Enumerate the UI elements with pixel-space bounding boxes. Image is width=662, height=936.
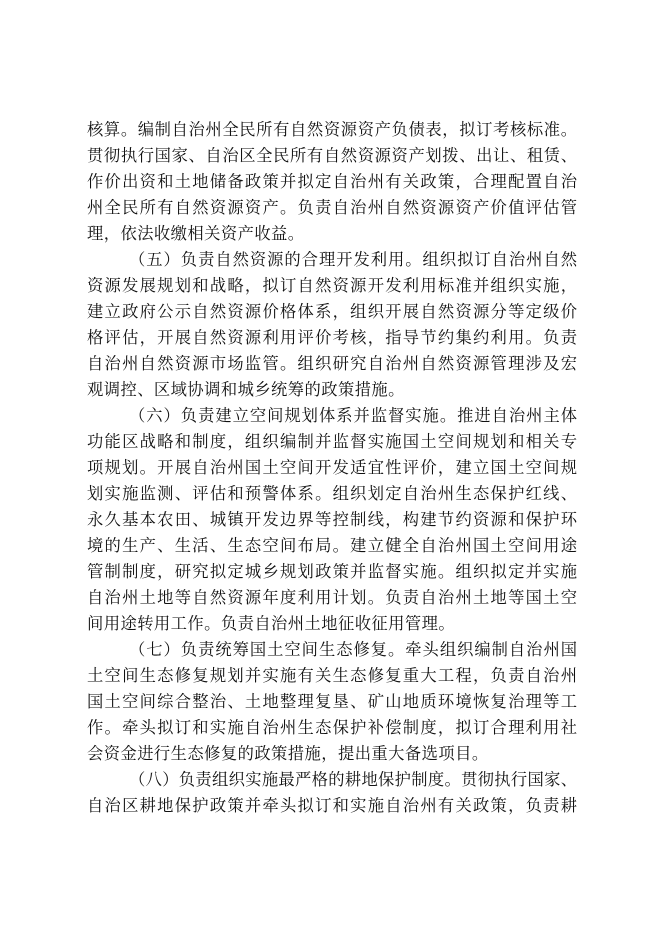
paragraph-asset-accounting xyxy=(87,117,577,247)
text-line: 会资金进行生态修复的政策措施，提出重大备选项目。 xyxy=(87,744,489,763)
text-line: 格评估，开展自然资源利用评价考核，指导节约集约利用。负责 xyxy=(87,328,577,347)
text-line: 国土空间综合整治、土地整理复垦、矿山地质环境恢复治理等工 xyxy=(87,692,577,711)
text-line: 资源发展规划和战略，拟订自然资源开发利用标准并组织实施， xyxy=(87,276,577,295)
text-line: 境的生产、生活、生态空间布局。建立健全自治州国土空间用途 xyxy=(87,536,577,555)
text-line: 作。牵头拟订和实施自治州生态保护补偿制度，拟订合理利用社 xyxy=(87,718,577,737)
paragraph-item-5 xyxy=(87,247,577,403)
text-line: （七）负责统筹国土空间生态修复。牵头组织编制自治州国 xyxy=(129,640,577,659)
text-line: （八）负责组织实施最严格的耕地保护制度。贯彻执行国家、 xyxy=(129,770,577,789)
paragraph-item-6 xyxy=(87,403,577,637)
text-line: 贯彻执行国家、自治区全民所有自然资源资产划拨、出让、租赁、 xyxy=(87,146,577,165)
text-line: 观调控、区域协调和城乡统筹的政策措施。 xyxy=(87,380,405,399)
paragraph-item-7 xyxy=(87,637,577,767)
text-line: 州全民所有自然资源资产。负责自治州自然资源资产价值评估管 xyxy=(87,198,577,217)
text-line: 理，依法收缴相关资产收益。 xyxy=(87,224,305,243)
text-line: （五）负责自然资源的合理开发利用。组织拟订自治州自然 xyxy=(129,250,577,269)
text-line: 自治区耕地保护政策并牵头拟订和实施自治州有关政策，负责耕 xyxy=(87,796,577,815)
text-line: 作价出资和土地储备政策并拟定自治州有关政策，合理配置自治 xyxy=(87,172,577,191)
text-line: 间用途转用工作。负责自治州土地征收征用管理。 xyxy=(87,614,456,633)
text-line: 建立政府公示自然资源价格体系，组织开展自然资源分等定级价 xyxy=(87,302,577,321)
text-line: （六）负责建立空间规划体系并监督实施。推进自治州主体 xyxy=(129,406,577,425)
text-line: 永久基本农田、城镇开发边界等控制线，构建节约资源和保护环 xyxy=(87,510,577,529)
document-body xyxy=(87,117,577,819)
text-line: 项规划。开展自治州国土空间开发适宜性评价，建立国土空间规 xyxy=(87,458,577,477)
text-line: 自治州土地等自然资源年度利用计划。负责自治州土地等国土空 xyxy=(87,588,577,607)
text-line: 管制制度，研究拟定城乡规划政策并监督实施。组织拟定并实施 xyxy=(87,562,577,581)
text-line: 土空间生态修复规划并实施有关生态修复重大工程，负责自治州 xyxy=(87,666,577,685)
text-line: 核算。编制自治州全民所有自然资源资产负债表，拟订考核标准。 xyxy=(87,120,577,139)
paragraph-item-8 xyxy=(87,767,577,819)
text-line: 自治州自然资源市场监管。组织研究自治州自然资源管理涉及宏 xyxy=(87,354,577,373)
text-line: 划实施监测、评估和预警体系。组织划定自治州生态保护红线、 xyxy=(87,484,577,503)
text-line: 功能区战略和制度，组织编制并监督实施国土空间规划和相关专 xyxy=(87,432,577,451)
